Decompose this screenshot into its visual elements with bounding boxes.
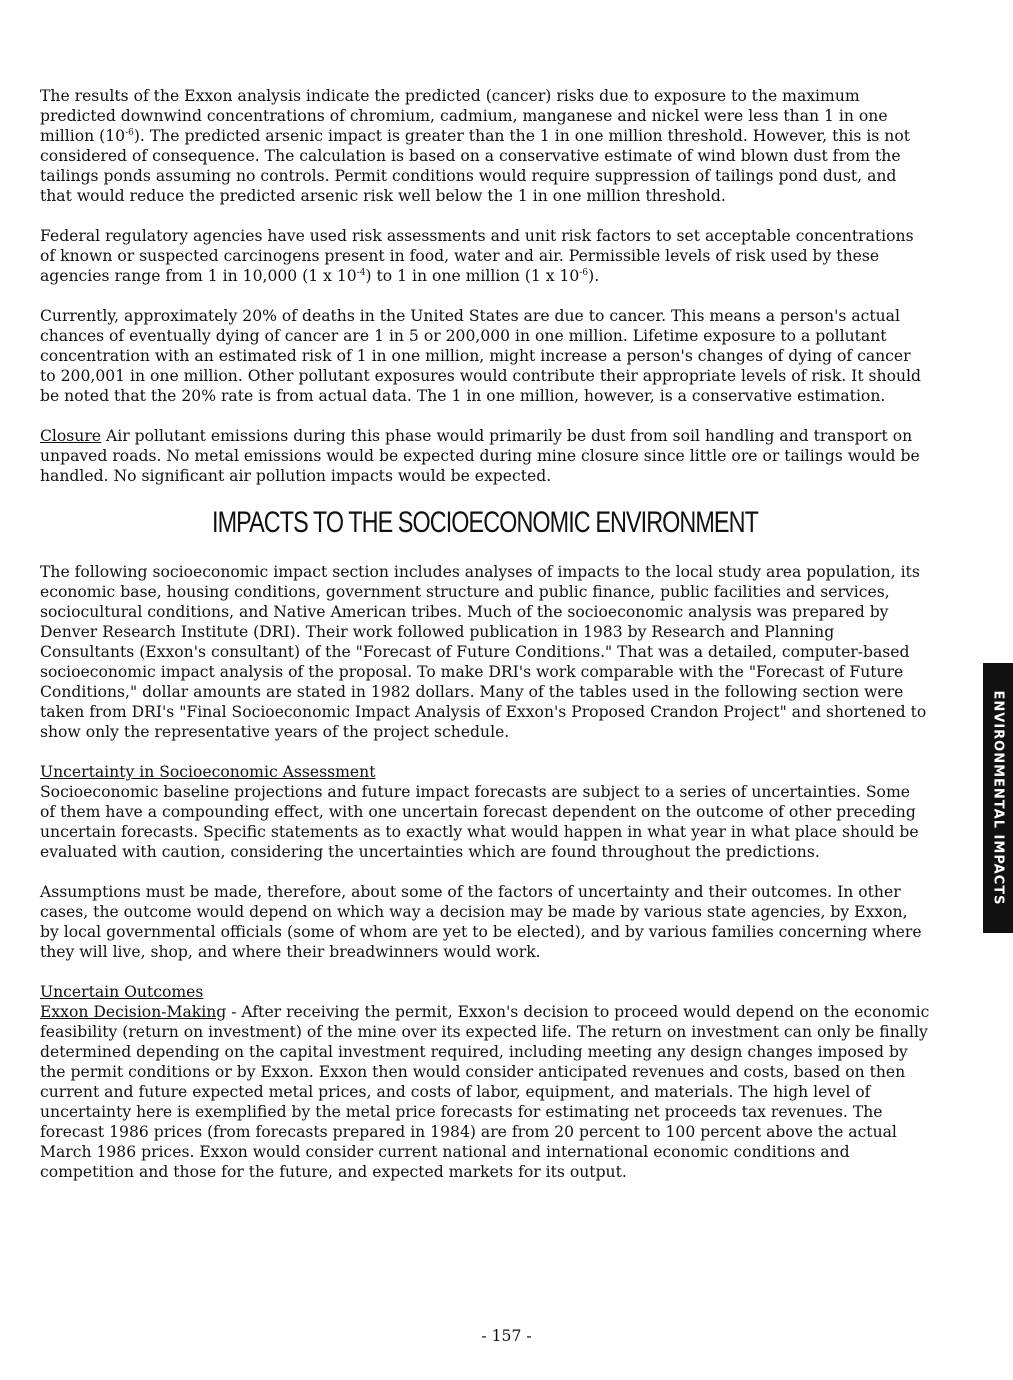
exxon-decision-label: Exxon Decision-Making	[40, 1003, 227, 1021]
exponent: -4	[356, 267, 366, 278]
paragraph-socioeconomic-intro: The following socioeconomic impact section includes analyses of impacts to the local study area population, its economic base, housing conditions, government structure and public finance, public facilities and services, sociocultural conditions, and Native American tribes. Much of the socioeconomic analysis was prepared by Denver Research Institute (DRI). Their work followed publication in 1983 by Research and Planning Consultants (Exxon's consultant) of the "Forecast of Future Conditions." That was a detailed, computer-based socioeconomic impact analysis of the proposal. To make DRI's work comparable with the "Forecast of Future Conditions," dollar amounts are stated in 1982 dollars. Many of the tables used in the following section were taken from DRI's "Final Socioeconomic Impact Analysis of Exxon's Proposed Crandon Project" and shortened to show only the representative years of the project schedule.	[40, 563, 927, 741]
exponent: -6	[579, 267, 589, 278]
page-number: - 157 -	[481, 1327, 532, 1345]
closure-label: Closure	[40, 427, 102, 445]
text-run: ) to 1 in one million (1 x 10	[365, 267, 580, 285]
text-run: ).	[588, 267, 600, 285]
section-heading: IMPACTS TO THE SOCIOECONOMIC ENVIRONMENT	[212, 506, 758, 539]
text-run: Socioeconomic baseline projections and future impact forecasts are subject to a series of uncertainties. Some of them have a compounding effect, with one uncertain forecast dependent on the outcome of other preceding uncertain forecasts. Specific statements as to exactly what would happen in what year in what place should be evaluated with caution, considering the uncertainties which are found throughout the predictions.	[40, 783, 919, 861]
text-run: ). The predicted arsenic impact is greater than the 1 in one million threshold. However, this is not considered of consequence. The calculation is based on a conservative estimate of wind blown dust from the tailings ponds assuming no controls. Permit conditions would require suppression of tailings pond dust, and that would reduce the predicted arsenic risk well below the 1 in one million threshold.	[40, 127, 910, 205]
text-run: Federal regulatory agencies have used risk assessments and unit risk factors to set acceptable concentrations of known or suspected carcinogens present in food, water and air. Permissible levels of risk used by these agencies range from 1 in 10,000 (1 x 10	[40, 227, 914, 285]
text-run: Air pollutant emissions during this phase would primarily be dust from soil handling and transport on unpaved roads. No metal emissions would be expected during mine closure since little ore or tailings would be handled. No significant air pollution impacts would be expected.	[40, 427, 920, 485]
paragraph-uncertain-outcomes	[40, 982, 930, 1182]
paragraph-uncertainty	[40, 762, 930, 862]
text-run: - After receiving the permit, Exxon's decision to proceed would depend on the economic feasibility (return on investment) of the mine over its expected life. The return on investment can only be finally determined depending on the capital investment required, including meeting any design changes imposed by the permit conditions or by Exxon. Exxon then would consider anticipated revenues and costs, based on then current and future expected metal prices, and costs of labor, equipment, and materials. The high level of uncertainty here is exemplified by the metal price forecasts for estimating net proceeds tax revenues. The forecast 1986 prices (from forecasts prepared in 1984) are from 20 percent to 100 percent above the actual March 1986 prices. Exxon would consider current national and international economic conditions and competition and those for the future, and expected markets for its output.	[40, 1003, 930, 1181]
paragraph-closure	[40, 426, 930, 486]
text-run: The results of the Exxon analysis indicate the predicted (cancer) risks due to exposure to the maximum predicted downwind concentrations of chromium, cadmium, manganese and nickel were less than 1 in one million (10	[40, 87, 888, 145]
paragraph-assumptions: Assumptions must be made, therefore, about some of the factors of uncertainty and their outcomes. In other cases, the outcome would depend on which way a decision may be made by various state agencies, by Exxon, by local governmental officials (some of whom are yet to be elected), and by various families concerning where they will live, shop, and where their breadwinners would work.	[40, 883, 922, 961]
paragraph-federal-agencies	[40, 226, 930, 286]
side-tab	[983, 663, 1013, 933]
uncertain-outcomes-subheading: Uncertain Outcomes	[40, 983, 204, 1001]
side-tab-label: ENVIRONMENTAL IMPACTS	[990, 690, 1006, 906]
uncertainty-subheading: Uncertainty in Socioeconomic Assessment	[40, 763, 376, 781]
paragraph-cancer-statistics: Currently, approximately 20% of deaths in the United States are due to cancer. This means a person's actual chances of eventually dying of cancer are 1 in 5 or 200,000 in one million. Lifetime exposure to a pollutant concentration with an estimated risk of 1 in one million, might increase a person's changes of dying of cancer to 200,001 in one million. Other pollutant exposures would contribute their appropriate levels of risk. It should be noted that the 20% rate is from actual data. The 1 in one million, however, is a conservative estimation.	[40, 307, 921, 405]
exponent: -6	[125, 127, 134, 138]
document-body	[40, 86, 930, 1202]
paragraph-cancer-risk	[40, 86, 930, 206]
